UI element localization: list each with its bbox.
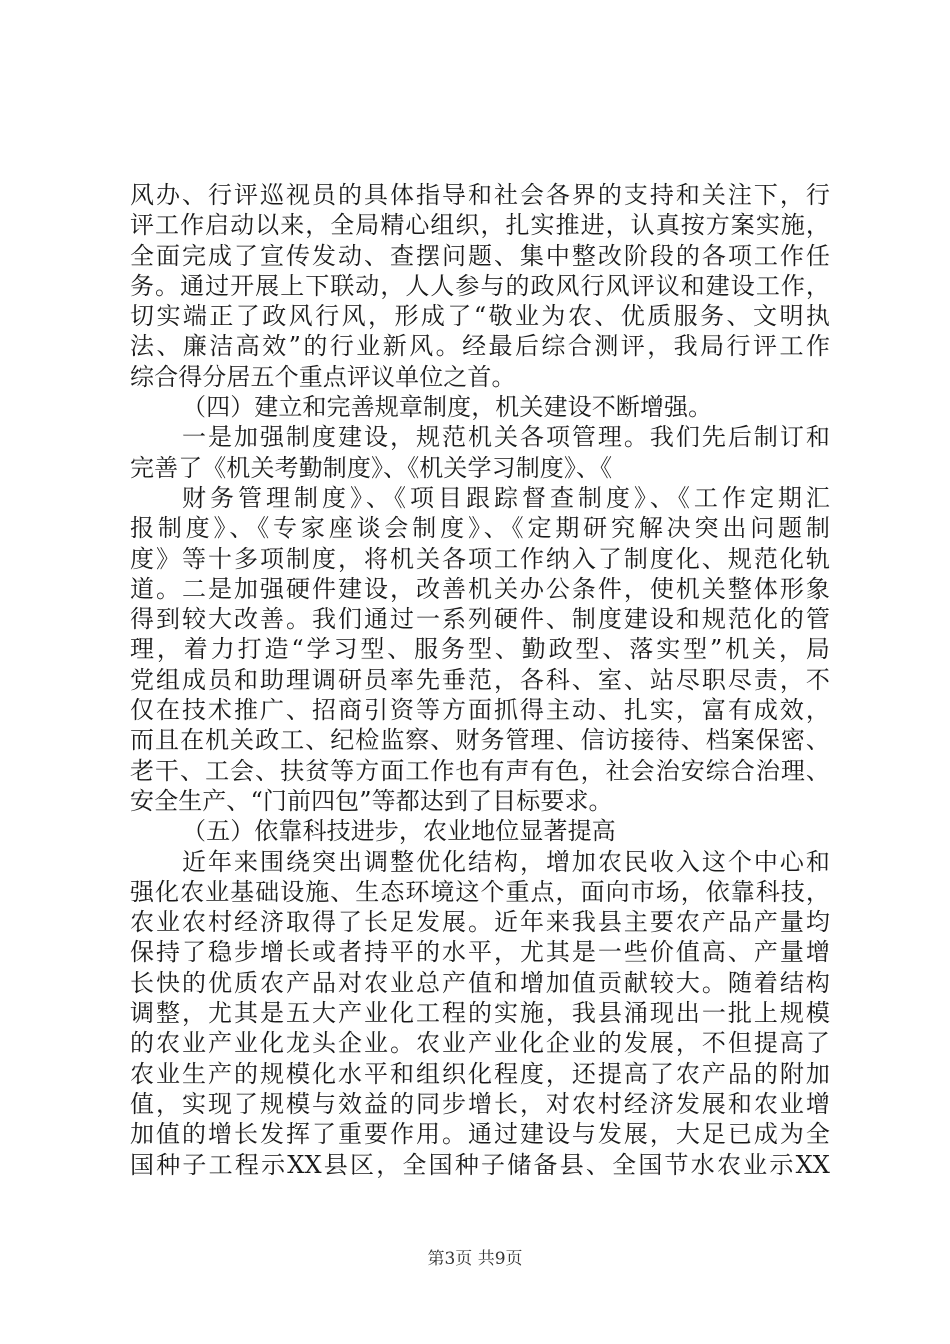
text-line: （四）建立和完善规章制度，机关建设不断增强。 <box>182 393 713 422</box>
text-line: 法、廉洁高效”的行业新风。经最后综合测评，我局行评工作 <box>130 332 830 361</box>
page-footer: 第3页 共9页 <box>427 1249 523 1269</box>
text-line: 理，着力打造“学习型、服务型、勤政型、落实型”机关，局 <box>130 635 830 664</box>
text-line: 风办、行评巡视员的具体指导和社会各界的支持和关注下，行 <box>130 181 830 209</box>
text-line: 近年来围绕突出调整优化结构，增加农民收入这个中心和 <box>182 847 830 876</box>
text-line: 农业农村经济取得了长足发展。近年来我县主要农产品产量均 <box>130 908 830 937</box>
text-line: 老干、工会、扶贫等方面工作也有声有色，社会治安综合治理、 <box>130 756 830 785</box>
text-line: 报制度》、《专家座谈会制度》、《定期研究解决突出问题制 <box>130 514 830 543</box>
text-line: 党组成员和助理调研员率先垂范，各科、室、站尽职尽责，不 <box>130 665 830 694</box>
text-line: 度》等十多项制度，将机关各项工作纳入了制度化、规范化轨 <box>130 544 830 573</box>
text-line: 道。二是加强硬件建设，改善机关办公条件，使机关整体形象 <box>130 574 830 603</box>
text-line: 切实端正了政风行风，形成了“敬业为农、优质服务、文明执 <box>130 302 830 331</box>
text-line: （五）依靠科技进步，农业地位显著提高 <box>182 817 616 846</box>
text-line: 保持了稳步增长或者持平的水平，尤其是一些价值高、产量增 <box>130 938 830 967</box>
text-line: 财务管理制度》、《项目跟踪督查制度》、《工作定期汇 <box>182 483 830 512</box>
text-line: 评工作启动以来，全局精心组织，扎实推进，认真按方案实施， <box>130 211 830 240</box>
text-line: 的农业产业化龙头企业。农业产业化企业的发展，不但提高了 <box>130 1029 830 1058</box>
text-line: 综合得分居五个重点评议单位之首。 <box>130 362 516 391</box>
text-line: 安全生产、“门前四包”等都达到了目标要求。 <box>130 786 613 815</box>
text-line: 强化农业基础设施、生态环境这个重点，面向市场，依靠科技， <box>130 877 830 906</box>
text-line: 得到较大改善。我们通过一系列硬件、制度建设和规范化的管 <box>130 605 830 634</box>
text-line: 全面完成了宣传发动、查摆问题、集中整改阶段的各项工作任 <box>130 241 830 270</box>
text-line: 一是加强制度建设，规范机关各项管理。我们先后制订和 <box>182 423 830 452</box>
text-line: 长快的优质农产品对农业总产值和增加值贡献较大。随着结构 <box>130 968 830 997</box>
text-line: 加值的增长发挥了重要作用。通过建设与发展，大足已成为全 <box>130 1120 830 1149</box>
document-body <box>130 180 830 1180</box>
text-line: 农业生产的规模化水平和组织化程度，还提高了农产品的附加 <box>130 1059 830 1088</box>
text-line: 值，实现了规模与效益的同步增长，对农村经济发展和农业增 <box>130 1089 830 1118</box>
text-line: 调整，尤其是五大产业化工程的实施，我县涌现出一批上规模 <box>130 999 830 1028</box>
text-line: 国种子工程示XX县区，全国种子储备县、全国节水农业示XX <box>130 1150 830 1179</box>
text-line: 仅在技术推广、招商引资等方面抓得主动、扎实，富有成效， <box>130 696 830 725</box>
text-line: 务。通过开展上下联动，人人参与的政风行风评议和建设工作， <box>130 271 830 300</box>
text-line: 而且在机关政工、纪检监察、财务管理、信访接待、档案保密、 <box>130 726 830 755</box>
text-line: 完善了《机关考勤制度》、《机关学习制度》、《 <box>130 453 613 482</box>
